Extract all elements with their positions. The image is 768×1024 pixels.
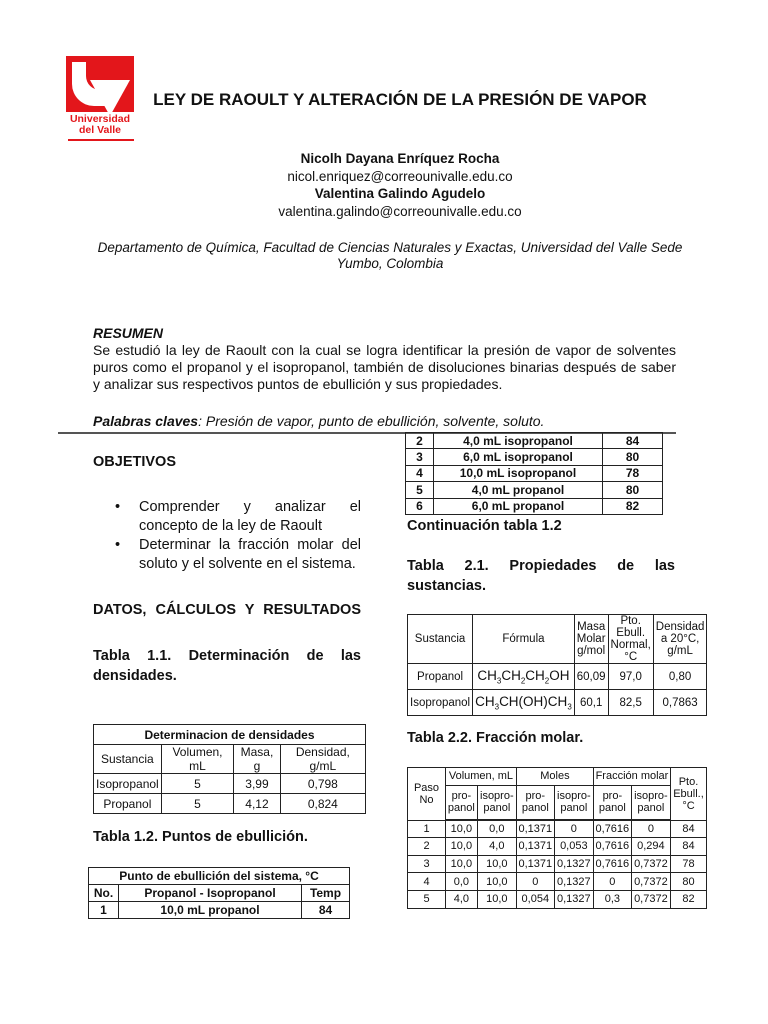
column-subheader: isopro-panol (631, 785, 670, 819)
objectives-heading: OBJETIVOS (93, 454, 176, 470)
cell: 0,054 (516, 890, 554, 908)
column-header: Fórmula (473, 615, 575, 664)
cell: 4 (408, 873, 446, 891)
cell: 10,0 (446, 855, 478, 873)
cell: 1 (408, 820, 446, 838)
cell: 2 (408, 838, 446, 856)
column-subheader: isopro-panol (554, 785, 593, 819)
table-row (94, 794, 366, 814)
column-header: Masa Molar g/mol (574, 615, 608, 664)
cell: 5 (408, 890, 446, 908)
cell: 10,0 mL propanol (119, 902, 302, 919)
cell: 0,7616 (593, 855, 631, 873)
column-group-header: Moles (516, 768, 593, 786)
cell: 0,80 (653, 664, 707, 690)
cell: 82 (671, 890, 707, 908)
cell: 82,5 (608, 690, 653, 716)
cell: 5 (161, 794, 234, 814)
cell: 0,7372 (631, 855, 670, 873)
author-email: nicol.enriquez@correounivalle.edu.co (287, 168, 513, 184)
cell: 0,1327 (554, 890, 593, 908)
cell: 10,0 (446, 838, 478, 856)
results-heading: DATOS, CÁLCULOS Y RESULTADOS (93, 602, 361, 618)
abstract (93, 325, 676, 393)
formula-cell: $CH_3CH(OH)CH_3$ (473, 690, 575, 716)
table-row (408, 690, 707, 716)
table-boiling-points (88, 867, 350, 919)
cell: Isopropanol (408, 690, 473, 716)
table-row (408, 820, 707, 838)
cell: 3 (408, 855, 446, 873)
cell: 2 (406, 433, 434, 449)
table-molar-fraction (407, 767, 707, 909)
cell: 0,7616 (593, 820, 631, 838)
table-row (406, 449, 663, 465)
logo-underline (68, 139, 134, 141)
column-header: Sustancia (408, 615, 473, 664)
cell: 60,09 (574, 664, 608, 690)
cell: 6,0 mL propanol (434, 498, 603, 514)
paper-title: LEY DE RAOULT Y ALTERACIÓN DE LA PRESIÓN DE VAPOR (153, 90, 647, 109)
objective-item: • Comprender y analizar el concepto de la ley de Raoult (93, 498, 361, 536)
cell: 3,99 (234, 774, 280, 794)
abstract-title: RESUMEN (93, 325, 164, 341)
cell: 4,0 mL isopropanol (434, 433, 603, 449)
formula-cell: $CH_3CH_2CH_2OH$ (473, 664, 575, 690)
cell: 10,0 (477, 855, 516, 873)
table-row (408, 664, 707, 690)
table-densities (93, 724, 366, 814)
cell: 4,12 (234, 794, 280, 814)
table-row (406, 433, 663, 449)
table-row (406, 498, 663, 514)
table-row (408, 855, 707, 873)
abstract-body: Se estudió la ley de Raoult con la cual se logra identificar la presión de vapor de solventes puros como el propanol y el isopropanol, también de disoluciones binarias después de saber y analizar sus respectivos puntos de ebullición y sus propiedades. (93, 342, 676, 392)
cell: 10,0 (477, 873, 516, 891)
cell: 10,0 (477, 890, 516, 908)
table-boiling-points-continued (405, 432, 663, 515)
affiliation: Departamento de Química, Facultad de Ciencias Naturales y Exactas, Universidad del Valle Sede Yumbo, Colombia (97, 240, 683, 271)
cell: 1 (89, 902, 119, 919)
cell: 80 (671, 873, 707, 891)
column-header: Volumen, mL (161, 745, 234, 774)
cell: 82 (603, 498, 663, 514)
cell: 80 (603, 482, 663, 498)
cell: 0,1327 (554, 855, 593, 873)
column-subheader: isopro-panol (477, 785, 516, 819)
table-substance-properties (407, 614, 707, 716)
cell: 4,0 (477, 838, 516, 856)
table-row (94, 774, 366, 794)
column-header: Densidad, g/mL (280, 745, 365, 774)
cell: 0,7372 (631, 873, 670, 891)
table-row (408, 890, 707, 908)
table-row (89, 902, 350, 919)
cell: 0,7863 (653, 690, 707, 716)
column-header: Temp (302, 885, 350, 902)
cell: 6 (406, 498, 434, 514)
cell: 0,1327 (554, 873, 593, 891)
cell: 0,053 (554, 838, 593, 856)
author-name: Nicolh Dayana Enríquez Rocha (300, 151, 500, 166)
cell: 0,7616 (593, 838, 631, 856)
cell: 0 (631, 820, 670, 838)
logo-emblem-icon (66, 56, 134, 112)
column-subheader: pro-panol (446, 785, 478, 819)
cell: 80 (603, 449, 663, 465)
university-logo (64, 56, 136, 142)
keywords (93, 413, 544, 429)
table-row (408, 873, 707, 891)
table-row (406, 465, 663, 481)
cell: 0 (593, 873, 631, 891)
cell: 10,0 mL isopropanol (434, 465, 603, 481)
cell: Isopropanol (94, 774, 162, 794)
cell: Propanol (94, 794, 162, 814)
cell: 0,824 (280, 794, 365, 814)
objectives-list (93, 498, 361, 574)
cell: 0,1371 (516, 820, 554, 838)
cell: 0,798 (280, 774, 365, 794)
cell: 0,3 (593, 890, 631, 908)
cell: 84 (671, 820, 707, 838)
author-name: Valentina Galindo Agudelo (314, 186, 486, 201)
table-row (406, 482, 663, 498)
column-header: Densidad a 20°C, g/mL (653, 615, 707, 664)
keywords-label: Palabras claves (93, 413, 199, 429)
column-subheader: pro-panol (593, 785, 631, 819)
left-column (93, 452, 361, 686)
table-1-2-caption: Tabla 1.2. Puntos de ebullición. (93, 829, 308, 845)
column-header: Pto. Ebull., °C (671, 768, 707, 821)
cell: 78 (603, 465, 663, 481)
cell: 3 (406, 449, 434, 465)
column-header: Masa, g (234, 745, 280, 774)
table-title: Punto de ebullición del sistema, °C (89, 868, 350, 885)
cell: 6,0 mL isopropanol (434, 449, 603, 465)
cell: 5 (406, 482, 434, 498)
column-subheader: pro-panol (516, 785, 554, 819)
table-2-1-caption: Tabla 2.1. Propiedades de las sustancias. (407, 558, 675, 594)
cell: 60,1 (574, 690, 608, 716)
cell: 4,0 mL propanol (434, 482, 603, 498)
logo-text: Universidad del Valle (69, 113, 131, 136)
column-header: No. (89, 885, 119, 902)
cell: 84 (302, 902, 350, 919)
column-header: Pto. Ebull. Normal, °C (608, 615, 653, 664)
cell: 0,7372 (631, 890, 670, 908)
cell: 4 (406, 465, 434, 481)
objective-item: • Determinar la fracción molar del soluto y el solvente en el sistema. (93, 536, 361, 574)
column-header: Sustancia (94, 745, 162, 774)
table-row (408, 838, 707, 856)
author-email: valentina.galindo@correounivalle.edu.co (278, 203, 522, 219)
cell: 0,0 (477, 820, 516, 838)
cell: 4,0 (446, 890, 478, 908)
column-group-header: Fracción molar (593, 768, 670, 786)
table-1-1-caption: Tabla 1.1. Determinación de las densidades. (93, 648, 361, 684)
cell: 0,1371 (516, 838, 554, 856)
cell: Propanol (408, 664, 473, 690)
cell: 97,0 (608, 664, 653, 690)
table-continuation-label: Continuación tabla 1.2 (407, 518, 562, 534)
authors-block (150, 150, 650, 220)
column-group-header: Volumen, mL (446, 768, 517, 786)
cell: 0,0 (446, 873, 478, 891)
keywords-text: : Presión de vapor, punto de ebullición, solvente, soluto. (198, 413, 545, 429)
cell: 84 (671, 838, 707, 856)
cell: 0 (516, 873, 554, 891)
cell: 5 (161, 774, 234, 794)
column-header: Propanol - Isopropanol (119, 885, 302, 902)
column-header: Paso No (408, 768, 446, 821)
cell: 0,294 (631, 838, 670, 856)
cell: 78 (671, 855, 707, 873)
cell: 10,0 (446, 820, 478, 838)
table-2-2-caption: Tabla 2.2. Fracción molar. (407, 730, 584, 746)
table-title: Determinacion de densidades (94, 725, 366, 745)
cell: 0 (554, 820, 593, 838)
cell: 0,1371 (516, 855, 554, 873)
cell: 84 (603, 433, 663, 449)
